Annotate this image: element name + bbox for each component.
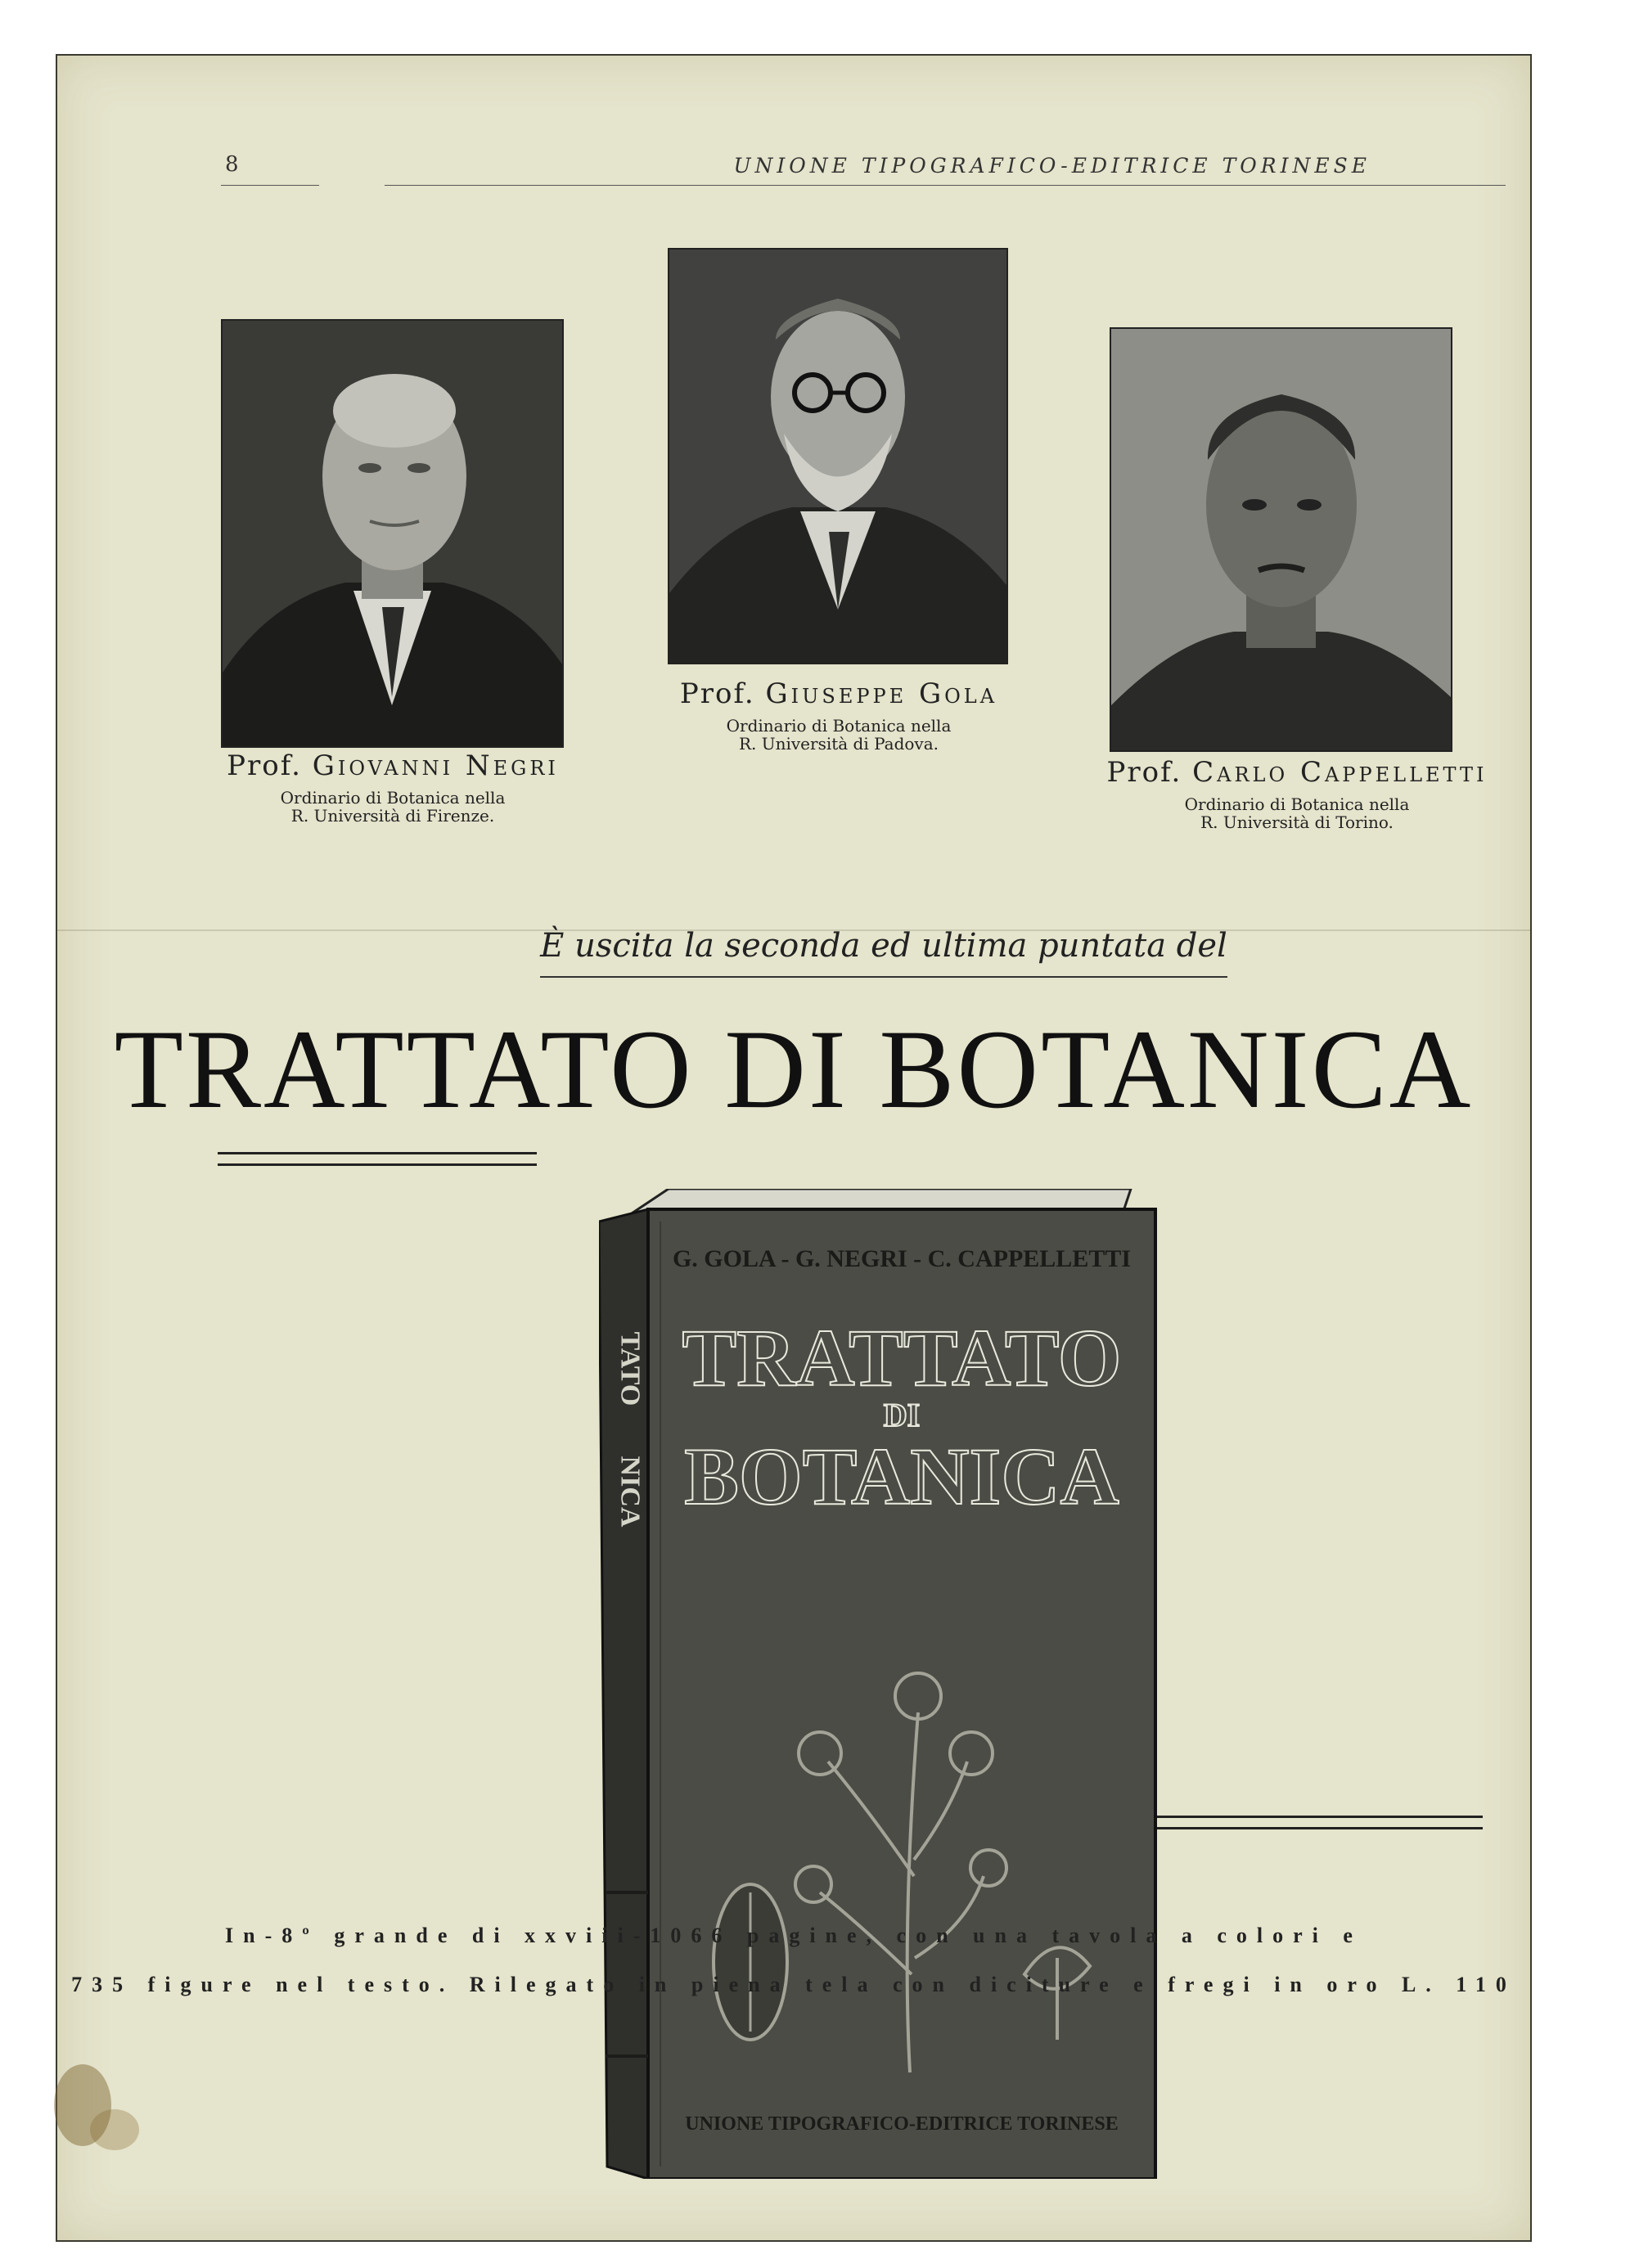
portrait-photo-negri (221, 319, 564, 748)
header-rule-left (221, 185, 319, 186)
author-name-text: Giuseppe Gola (765, 677, 998, 710)
book-svg (599, 1189, 1164, 2179)
paper-stain (90, 2109, 139, 2150)
double-rule-right (1123, 1816, 1483, 1829)
description-line-2: 735 figure nel testo. Rilegato in piena tela con diciture e fregi in oro L. 110 (71, 1973, 1516, 1996)
caption-gola (646, 677, 1031, 753)
author-role (1092, 795, 1502, 831)
double-rule-left (218, 1152, 537, 1166)
role-line: R. Università di Firenze. (290, 806, 495, 826)
publisher-header: UNIONE TIPOGRAFICO-EDITRICE TORINESE (733, 154, 1371, 178)
author-name (646, 677, 1031, 710)
role-line: Ordinario di Botanica nella (726, 716, 952, 736)
author-prefix: Prof. (679, 677, 755, 710)
author-name (205, 749, 581, 782)
author-role (646, 717, 1031, 753)
portrait-photo-gola (668, 248, 1008, 664)
portrait-photo-cappelletti (1110, 327, 1452, 752)
author-prefix: Prof. (1106, 756, 1182, 789)
caption-negri (205, 749, 581, 825)
role-line: R. Università di Padova. (738, 734, 939, 754)
cover-publisher: UNIONE TIPOGRAFICO-EDITRICE TORINESE (685, 2113, 1119, 2135)
author-name (1092, 756, 1502, 789)
cover-title-line1: TRATTATO (682, 1312, 1122, 1403)
page-number: 8 (225, 152, 239, 177)
book-illustration (599, 1189, 1164, 2179)
caption-cappelletti (1092, 756, 1502, 831)
main-title: TRATTATO DI BOTANICA (114, 1006, 1474, 1132)
cover-authors: G. GOLA - G. NEGRI - C. CAPPELLETTI (672, 1245, 1132, 1272)
document-page (56, 54, 1532, 2242)
author-name-text: Giovanni Negri (312, 749, 559, 782)
cover-title-line3: BOTANICA (684, 1431, 1119, 1522)
author-role (205, 789, 581, 825)
spine-text-2: NICA (615, 1456, 646, 1528)
role-line: Ordinario di Botanica nella (280, 788, 506, 808)
announcement-text: È uscita la seconda ed ultima puntata del (540, 927, 1227, 965)
author-prefix: Prof. (227, 749, 302, 782)
header-rule-right (385, 185, 1506, 186)
role-line: Ordinario di Botanica nella (1184, 794, 1410, 814)
cover-title-line2: DI (883, 1397, 921, 1433)
author-name-text: Carlo Cappelletti (1192, 756, 1488, 789)
role-line: R. Università di Torino. (1200, 812, 1394, 832)
announcement-rule (540, 976, 1227, 978)
description-line-1: In-8º grande di xxviii-1066 pagine, con una tavola a colori e (225, 1924, 1362, 1947)
spine-text-1: TATO (615, 1331, 646, 1406)
